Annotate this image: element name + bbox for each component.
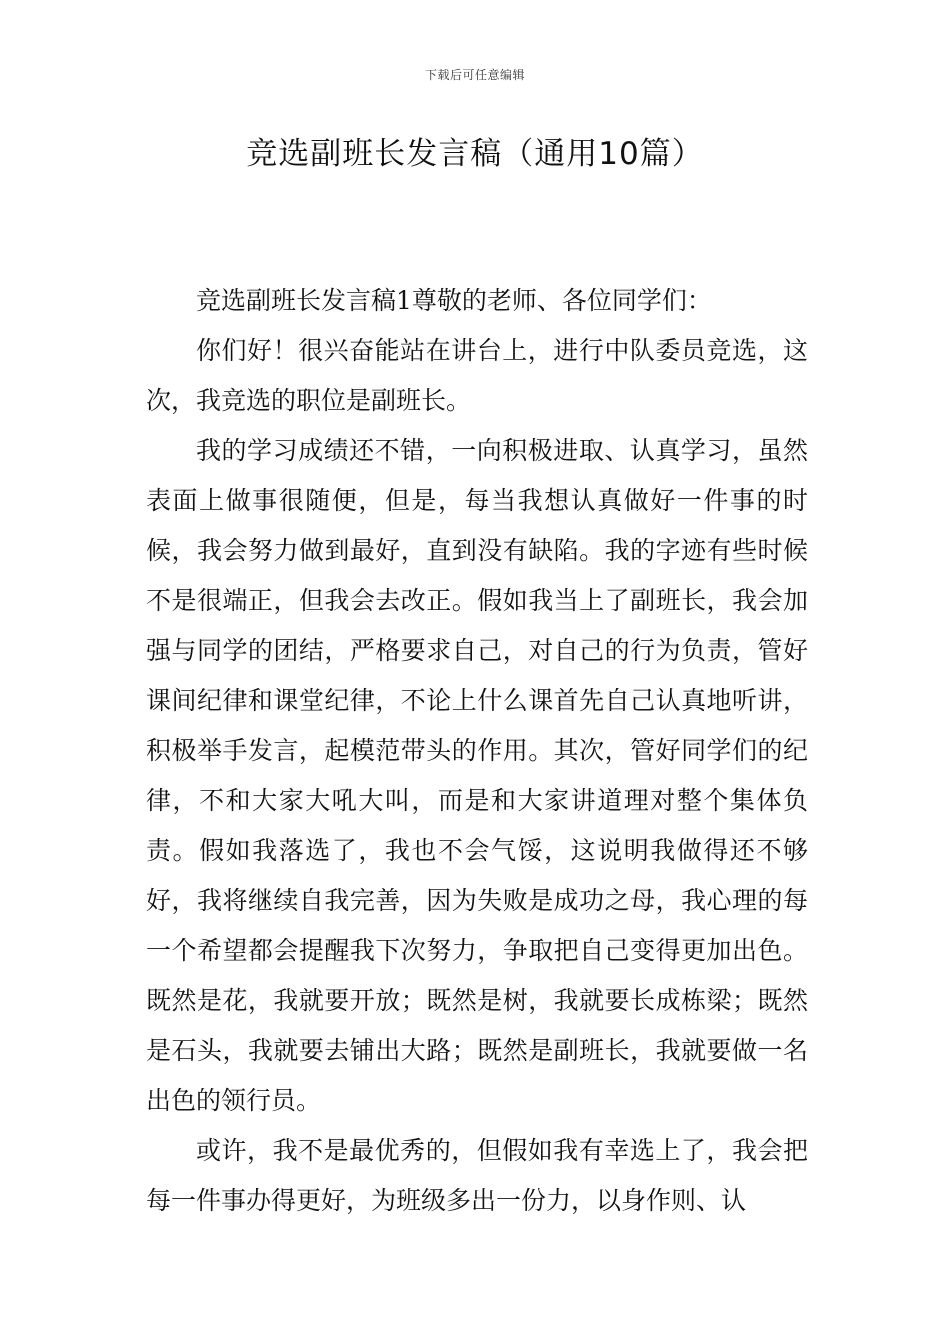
paragraph-salutation: 竞选副班长发言稿1尊敬的老师、各位同学们：	[196, 286, 712, 315]
paragraph-greeting: 你们好！很兴奋能站在讲台上，进行中队委员竞选，这次，我竞选的职位是副班长。	[146, 336, 808, 415]
paragraph-main: 我的学习成绩还不错，一向积极进取、认真学习，虽然表面上做事很随便，但是，每当我想认真做好一件事的时候，我会努力做到最好，直到没有缺陷。我的字迹有些时候不是很端正，但我会去改正。假如我当上了副班长，我会加强与同学的团结，严格要求自己，对自己的行为负责，管好课间纪律和课堂纪律，不论上什么课首先自己认真地听讲，积极举手发言，起模范带头的作用。其次，管好同学们的纪律，不和大家大吼大叫，而是和大家讲道理对整个集体负责。假如我落选了，我也不会气馁，这说明我做得还不够好，我将继续自我完善，因为失败是成功之母，我心理的每一个希望都会提醒我下次努力，争取把自己变得更加出色。既然是花，我就要开放；既然是树，我就要长成栋梁；既然是石头，我就要去铺出大路；既然是副班长，我就要做一名出色的领行员。	[146, 436, 808, 1115]
download-note: 下载后可任意编辑	[424, 68, 525, 82]
paragraph-closing: 或许，我不是最优秀的，但假如我有幸选上了，我会把每一件事办得更好，为班级多出一份力，以身作则、认	[146, 1136, 808, 1215]
document-body	[146, 276, 808, 1226]
document-title: 竞选副班长发言稿（通用10篇）	[246, 136, 704, 172]
